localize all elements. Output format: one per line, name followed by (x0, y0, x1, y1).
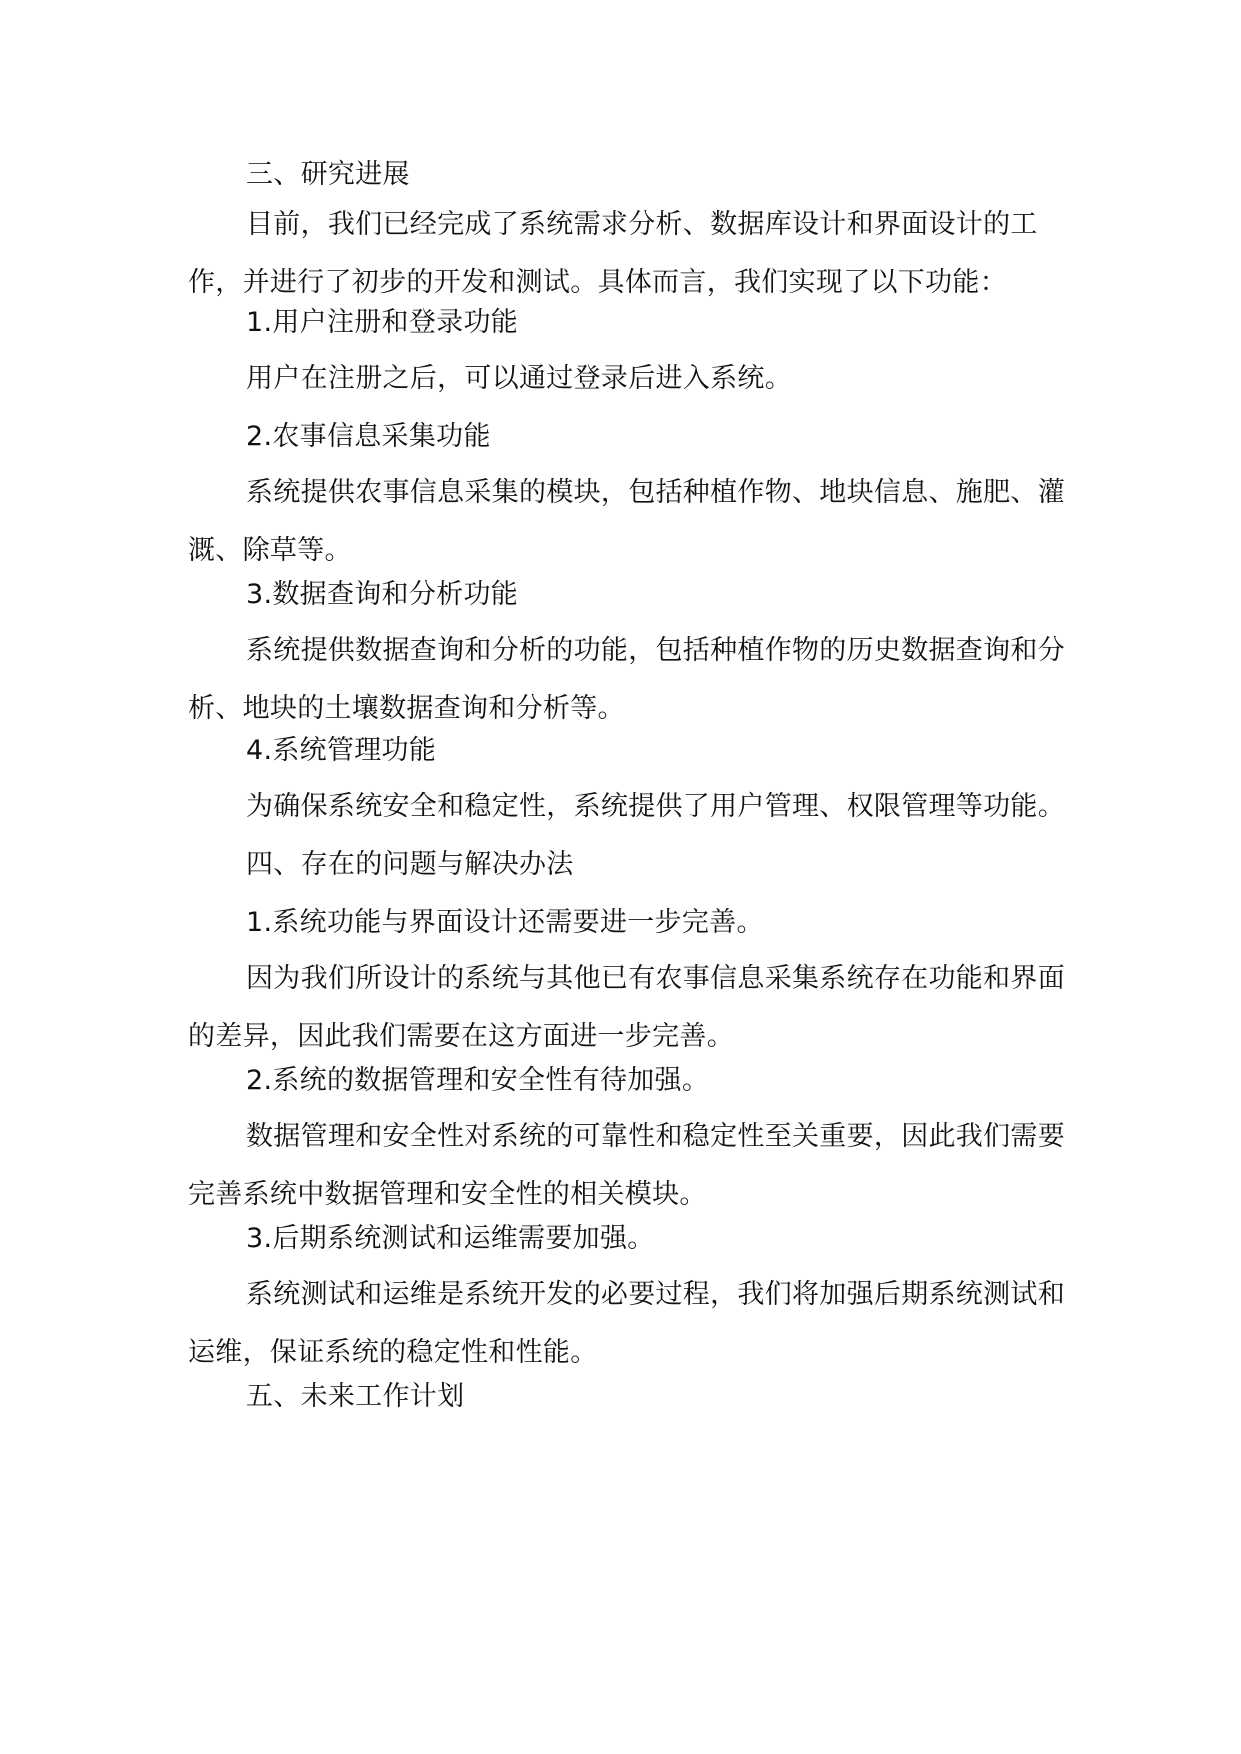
paragraph-farm-info-collection: 系统提供农事信息采集的模块，包括种植作物、地块信息、施肥、灌溉、除草等。 (188, 477, 1065, 566)
item-heading-user-registration: 1.用户注册和登录功能 (246, 307, 519, 338)
problem-heading-ui-design: 1.系统功能与界面设计还需要进一步完善。 (246, 907, 764, 938)
section-heading-future-plan: 五、未来工作计划 (246, 1381, 465, 1412)
section-heading-research-progress: 三、研究进展 (246, 159, 410, 190)
paragraph-testing-ops: 系统测试和运维是系统开发的必要过程，我们将加强后期系统测试和运维，保证系统的稳定性和性能。 (188, 1279, 1065, 1368)
item-heading-farm-info-collection: 2.农事信息采集功能 (246, 421, 491, 452)
paragraph-progress-summary: 目前，我们已经完成了系统需求分析、数据库设计和界面设计的工作，并进行了初步的开发和测试。具体而言，我们实现了以下功能： (188, 209, 1038, 298)
paragraph-ui-design: 因为我们所设计的系统与其他已有农事信息采集系统存在功能和界面的差异，因此我们需要在这方面进一步完善。 (188, 963, 1065, 1052)
paragraph-system-management: 为确保系统安全和稳定性，系统提供了用户管理、权限管理等功能。 (246, 791, 1065, 822)
problem-heading-data-security: 2.系统的数据管理和安全性有待加强。 (246, 1065, 710, 1096)
paragraph-data-query-analysis: 系统提供数据查询和分析的功能，包括种植作物的历史数据查询和分析、地块的土壤数据查询和分析等。 (188, 635, 1065, 724)
item-heading-system-management: 4.系统管理功能 (246, 735, 437, 766)
paragraph-user-registration: 用户在注册之后，可以通过登录后进入系统。 (246, 363, 792, 394)
problem-heading-testing-ops: 3.后期系统测试和运维需要加强。 (246, 1223, 655, 1254)
item-heading-data-query-analysis: 3.数据查询和分析功能 (246, 579, 519, 610)
paragraph-data-security: 数据管理和安全性对系统的可靠性和稳定性至关重要，因此我们需要完善系统中数据管理和安全性的相关模块。 (188, 1121, 1065, 1210)
section-heading-problems-solutions: 四、存在的问题与解决办法 (246, 849, 574, 880)
